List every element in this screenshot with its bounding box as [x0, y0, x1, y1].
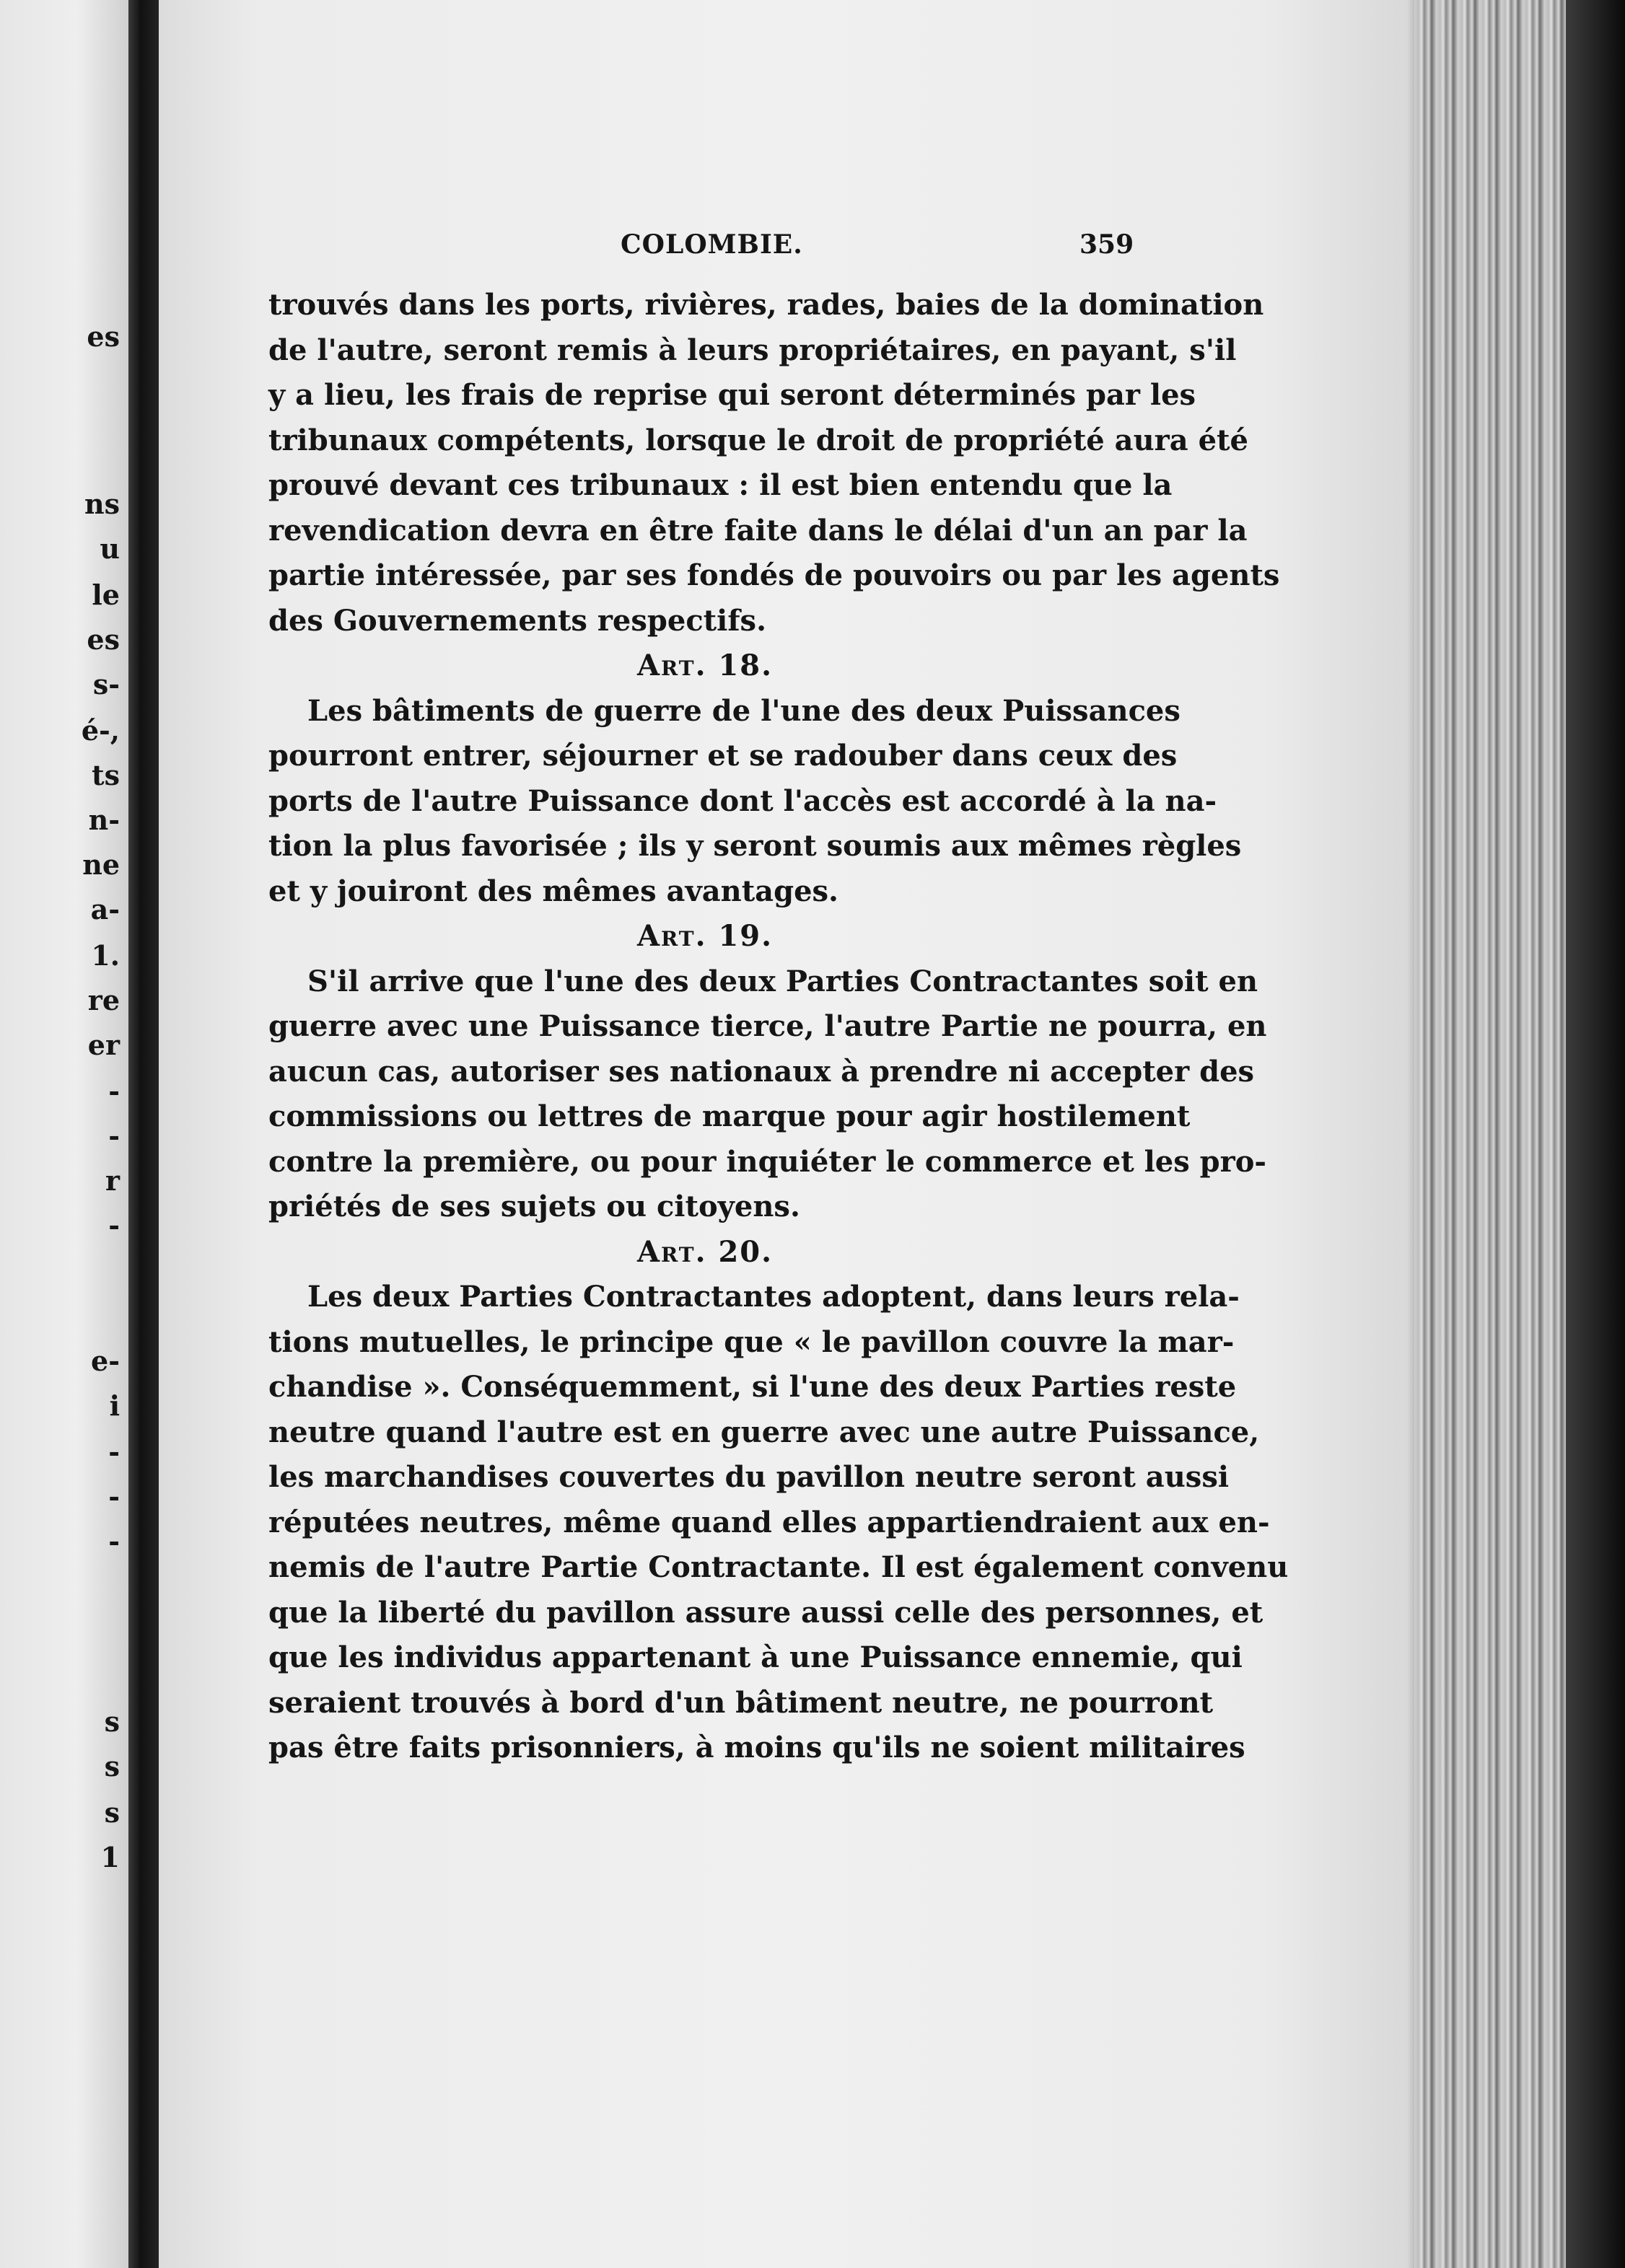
text-line: pas être faits prisonniers, à moins qu'ils ne soient militaires [268, 1731, 1245, 1764]
text-line: seraient trouvés à bord d'un bâtiment neutre, ne pourront [268, 1685, 1214, 1720]
left-page-fragment: r [105, 1164, 120, 1197]
left-page-fragment: é-, [81, 714, 120, 747]
text-line: commissions ou lettres de marque pour agir hostilement [268, 1099, 1191, 1133]
left-page-fragment: 1 [100, 1841, 120, 1873]
left-page-fragment: le [92, 579, 120, 611]
text-line: que la liberté du pavillon assure aussi celle des personnes, et [268, 1595, 1263, 1630]
text-line: revendication devra en être faite dans le délai d'un an par la [268, 513, 1248, 548]
left-page-fragment: i [109, 1389, 120, 1422]
text-line: nemis de l'autre Partie Contractante. Il est également convenu [268, 1550, 1289, 1584]
text-line: tion la plus favorisée ; ils y seront soumis aux mêmes règles [268, 829, 1242, 863]
book-gutter [128, 0, 159, 2268]
text-line: que les individus appartenant à une Puissance ennemie, qui [268, 1640, 1243, 1674]
left-page-fragment: - [108, 1525, 120, 1557]
text-line: priétés de ses sujets ou citoyens. [268, 1190, 800, 1223]
left-page-fragment: s [104, 1796, 120, 1829]
left-page-fragment: - [108, 1480, 120, 1513]
article-20-heading: Art. 20. [636, 1234, 774, 1269]
article-19-text [268, 959, 1267, 1230]
left-page-fragment: - [108, 1120, 120, 1152]
left-page-fragment: - [108, 1075, 120, 1107]
left-page-fragment: n- [88, 804, 120, 836]
article-20-text [268, 1275, 1289, 1771]
text-line: trouvés dans les ports, rivières, rades, baies de la domination [268, 288, 1264, 322]
page-body [268, 283, 1289, 1771]
text-line: de l'autre, seront remis à leurs propriétaires, en payant, s'il [268, 333, 1237, 367]
text-line: contre la première, ou pour inquiéter le commerce et les pro- [268, 1144, 1267, 1179]
left-page-fragment: es [87, 623, 120, 656]
left-page-fragment: u [100, 532, 120, 565]
left-page-fragment: ne [82, 848, 120, 881]
left-page-fragment: ts [92, 759, 120, 791]
scan-background-right [1566, 0, 1625, 2268]
text-line: et y jouiront des mêmes avantages. [268, 874, 838, 908]
text-line: Les deux Parties Contractantes adoptent, dans leurs rela- [307, 1280, 1240, 1314]
text-line: partie intéressée, par ses fondés de pouvoirs ou par les agents [268, 558, 1280, 592]
article-18-heading: Art. 18. [636, 649, 774, 682]
left-page-fragment: er [87, 1029, 120, 1061]
text-line: y a lieu, les frais de reprise qui seront déterminés par les [268, 378, 1196, 412]
text-line: pourront entrer, séjourner et se radouber dans ceux des [268, 739, 1178, 773]
article-18-text [268, 689, 1242, 915]
text-line: les marchandises couvertes du pavillon neutre seront aussi [268, 1460, 1230, 1494]
left-page-fragment: re [87, 984, 120, 1016]
running-head: COLOMBIE. [621, 229, 803, 260]
text-line: ports de l'autre Puissance dont l'accès est accordé à la na- [268, 783, 1217, 818]
left-page-fragment: - [108, 1436, 120, 1468]
paragraph-continuation [268, 283, 1280, 643]
text-line: chandise ». Conséquemment, si l'une des deux Parties reste [268, 1370, 1237, 1404]
text-line: tions mutuelles, le principe que « le pavillon couvre la mar- [268, 1324, 1235, 1359]
left-page-text-fragments [0, 0, 128, 2268]
left-page-fragment: - [108, 1209, 120, 1241]
left-page-fragment: ns [84, 488, 120, 520]
page-number: 359 [1079, 229, 1134, 260]
left-page-fragment: s [104, 1750, 120, 1783]
text-line: des Gouvernements respectifs. [268, 603, 766, 638]
left-page-fragment: a- [90, 893, 120, 926]
text-line: aucun cas, autoriser ses nationaux à prendre ni accepter des [268, 1054, 1255, 1089]
text-line: neutre quand l'autre est en guerre avec une autre Puissance, [268, 1415, 1260, 1449]
left-page-fragment: es [87, 320, 120, 353]
text-line: réputées neutres, même quand elles appartiendraient aux en- [268, 1505, 1270, 1539]
left-page-fragment: e- [91, 1345, 120, 1377]
text-line: guerre avec une Puissance tierce, l'autre Partie ne pourra, en [268, 1009, 1267, 1043]
left-page-fragment: s [104, 1705, 120, 1738]
text-line: S'il arrive que l'une des deux Parties Contractantes soit en [307, 964, 1258, 998]
text-line: tribunaux compétents, lorsque le droit de propriété aura été [268, 423, 1248, 457]
text-line: Les bâtiments de guerre de l'une des deux Puissances [307, 693, 1181, 728]
article-19-heading: Art. 19. [636, 919, 774, 953]
left-page-fragment: s- [92, 668, 120, 700]
left-page-fragment: 1. [91, 939, 120, 972]
text-line: prouvé devant ces tribunaux : il est bien entendu que la [268, 468, 1173, 502]
